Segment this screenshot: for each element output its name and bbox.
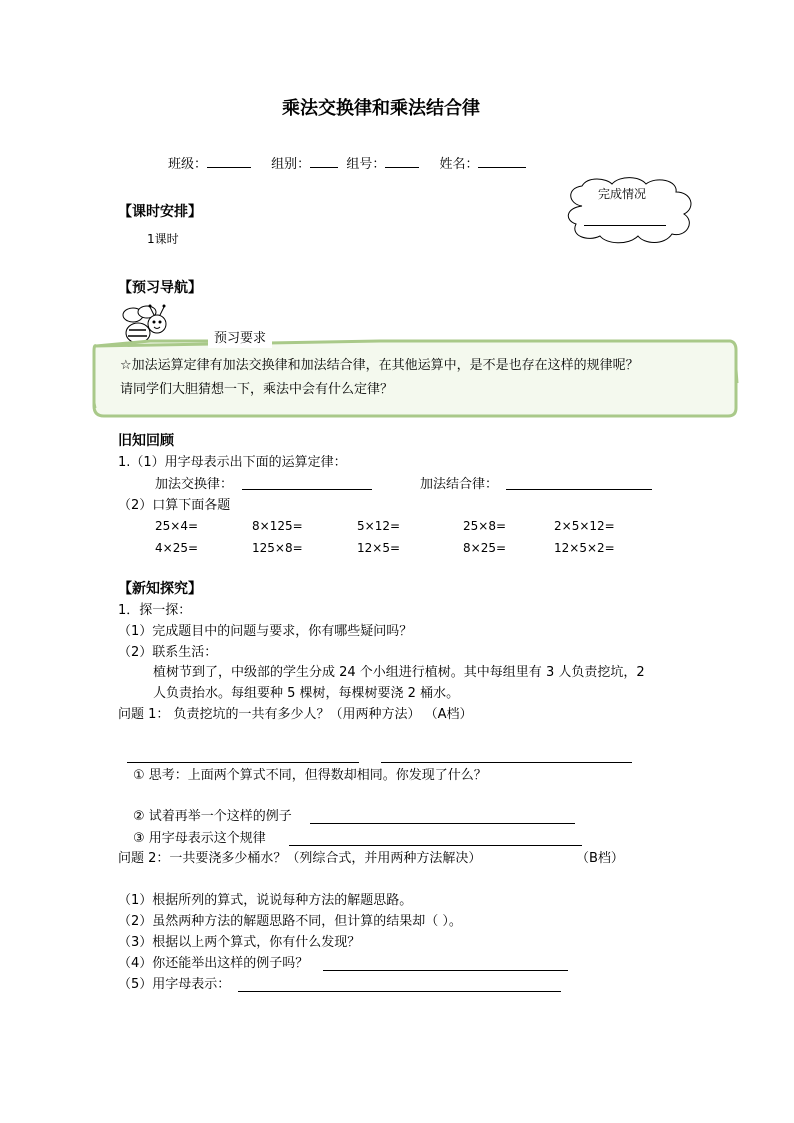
math-item: 25×4= (155, 519, 199, 533)
question-2-level: （B档） (576, 851, 624, 866)
cloud-label: 完成情况 (598, 187, 647, 201)
math-item: 12×5= (357, 541, 401, 555)
associative-label: 加法结合律： (420, 477, 499, 492)
think-2-answer-line[interactable] (310, 823, 575, 824)
review-heading: 旧知回顾 (118, 433, 174, 449)
math-item: 8×125= (252, 519, 303, 533)
think-2: ② 试着再举一个这样的例子 (133, 809, 292, 824)
math-item: 12×5×2= (554, 541, 615, 555)
think-3-answer-line[interactable] (289, 845, 582, 846)
page-title: 乘法交换律和乘法结合律 (282, 98, 480, 119)
q1-answer-line-2[interactable] (381, 762, 632, 763)
step-5: （5）用字母表示： (118, 977, 231, 992)
group-label: 组别： (271, 157, 311, 172)
group-field[interactable] (310, 153, 338, 168)
cloud-answer-line[interactable] (584, 225, 666, 226)
preview-line-2: 请同学们大胆猜想一下，乘法中会有什么定律？ (120, 382, 394, 397)
q1-answer-line-1[interactable] (127, 762, 359, 763)
review-q1: 1.（1）用字母表示出下面的运算定律： (118, 455, 347, 470)
step-3: （3）根据以上两个算式，你有什么发现？ (118, 935, 361, 950)
name-label: 姓名： (439, 157, 479, 172)
schedule-text: 1课时 (147, 232, 179, 246)
mental-math-row-2 (155, 541, 634, 555)
math-item: 4×25= (155, 541, 199, 555)
explore-line-5: 人负责抬水。每组要种 5 棵树，每棵树要浇 2 桶水。 (153, 686, 460, 701)
explore-line-4: 植树节到了，中级部的学生分成 24 个小组进行植树。其中每组里有 3 人负责挖坑，2 (153, 665, 645, 680)
explore-line-1: 1．探一探： (118, 603, 192, 618)
explore-line-3: （2）联系生活： (118, 645, 218, 660)
preview-heading: 【预习导航】 (118, 280, 202, 296)
math-item: 5×12= (357, 519, 401, 533)
explore-heading: 【新知探究】 (118, 581, 202, 597)
preview-box (90, 338, 740, 418)
commutative-answer-line[interactable] (242, 489, 372, 490)
think-3: ③ 用字母表示这个规律 (133, 831, 266, 846)
preview-box-title: 预习要求 (208, 330, 272, 348)
commutative-label: 加法交换律： (155, 477, 234, 492)
step-4-answer-line[interactable] (323, 970, 568, 971)
class-field[interactable] (207, 153, 251, 168)
step-2: （2）虽然两种方法的解题思路不同，但计算的结果却（ ）。 (118, 914, 462, 929)
explore-line-2: （1）完成题目中的问题与要求，你有哪些疑问吗？ (118, 624, 413, 639)
think-1: ① 思考：上面两个算式不同，但得数却相同。你发现了什么？ (133, 768, 487, 783)
group-no-field[interactable] (385, 153, 419, 168)
associative-answer-line[interactable] (506, 489, 652, 490)
group-no-label: 组号： (346, 157, 386, 172)
step-1: （1）根据所列的算式，说说每种方法的解题思路。 (118, 893, 413, 908)
math-item: 25×8= (463, 519, 507, 533)
step-4: （4）你还能举出这样的例子吗？ (118, 956, 309, 971)
name-field[interactable] (478, 153, 526, 168)
math-item: 2×5×12= (554, 519, 615, 533)
preview-line-1: ☆加法运算定律有加法交换律和加法结合律，在其他运算中，是不是也存在这样的规律呢？ (120, 358, 639, 373)
question-1: 问题 1： 负责挖坑的一共有多少人？（用两种方法） （A档） (118, 707, 473, 722)
review-q2: （2）口算下面各题 (118, 498, 231, 513)
schedule-heading: 【课时安排】 (118, 204, 202, 220)
question-2: 问题 2：一共要浇多少桶水？（列综合式，并用两种方法解决） (118, 851, 482, 866)
math-item: 125×8= (252, 541, 303, 555)
class-label: 班级： (168, 157, 208, 172)
step-5-answer-line[interactable] (238, 991, 561, 992)
math-item: 8×25= (463, 541, 507, 555)
student-info-line (168, 153, 526, 174)
mental-math-row-1 (155, 519, 634, 533)
